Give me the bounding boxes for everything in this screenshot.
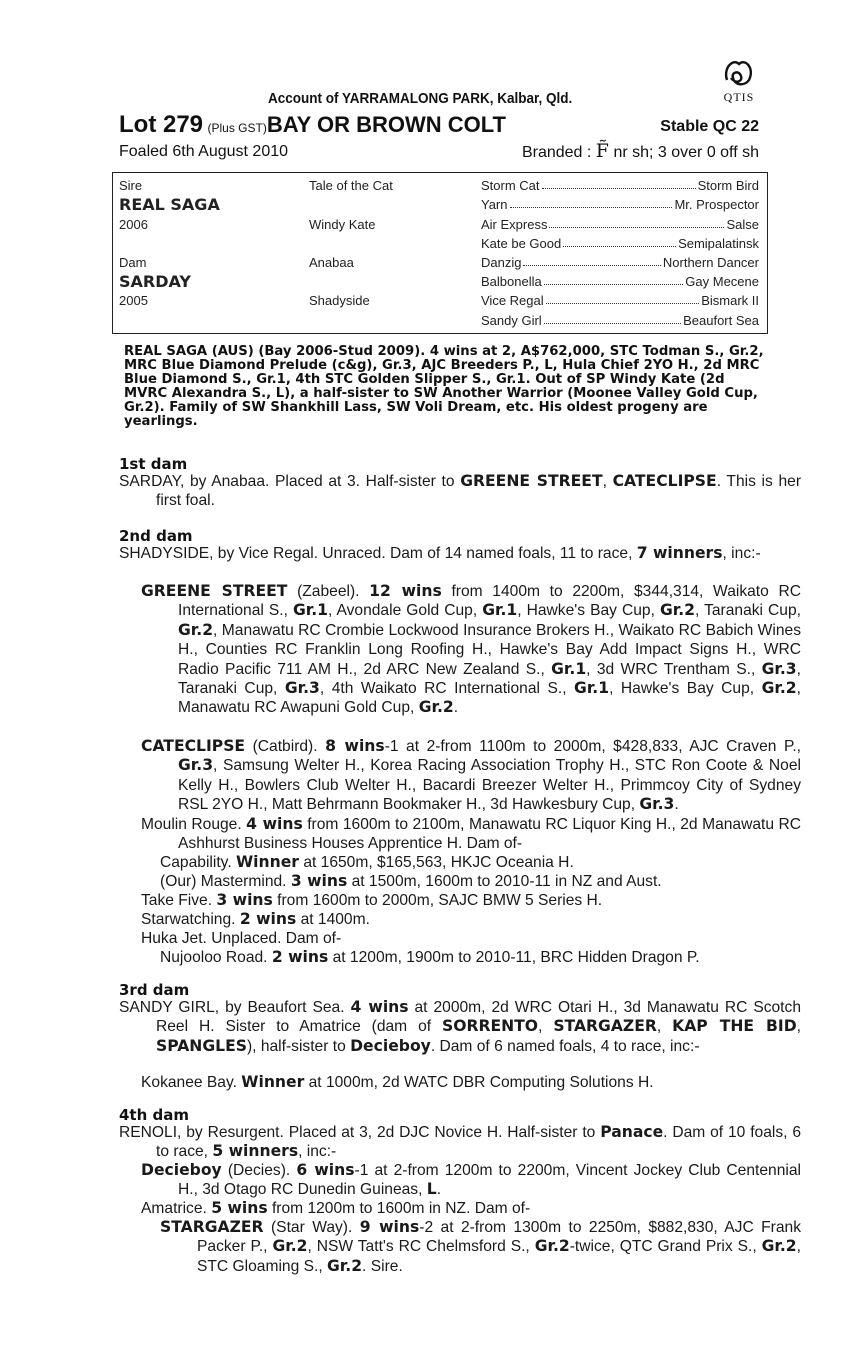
progeny-kokanee-bay: Kokanee Bay. Winner at 1000m, 2d WATC DBR Computing Solutions H. (141, 1073, 654, 1091)
progeny-capability: Capability. Winner at 1650m, $165,563, HKJC Oceania H. (160, 853, 574, 871)
foaled-date: Foaled 6th August 2010 (119, 143, 289, 160)
gst-note: (Plus GST) (207, 121, 267, 135)
lot-title-line (119, 111, 506, 139)
progeny-amatrice: Amatrice. 5 wins from 1200m to 1600m in NZ. Dam of- (141, 1199, 531, 1217)
progeny-starwatching: Starwatching. 2 wins at 1400m. (141, 910, 370, 928)
ggp-row (481, 274, 759, 289)
ggp-row (481, 293, 759, 308)
qtis-logo-icon (721, 54, 757, 90)
ggp-left: Storm Cat (481, 178, 540, 193)
ggp-left: Vice Regal (481, 293, 544, 308)
ggp-right: Semipalatinsk (678, 236, 759, 251)
ggp-right: Bismark II (701, 293, 759, 308)
progeny-decieboy: Decieboy (Decies). 6 wins-1 at 2-from 1200m to 2200m, Vincent Jockey Club Centennial H., 3d Otago RC Dunedin Guineas, L. (141, 1161, 801, 1199)
progeny-mastermind: (Our) Mastermind. 3 wins at 1500m, 1600m to 2010-11 in NZ and Aust. (160, 872, 662, 890)
first-dam-heading: 1st dam (119, 455, 188, 473)
ggp-right: Northern Dancer (662, 255, 759, 270)
second-dam-text: SHADYSIDE, by Vice Regal. Unraced. Dam of 14 named foals, 11 to race, 7 winners, inc:- (119, 544, 761, 562)
sire-year: 2006 (119, 217, 148, 232)
ggp-row (481, 178, 759, 193)
sire-summary: REAL SAGA (AUS) (Bay 2006-Stud 2009). 4 wins at 2, A$762,000, STC Todman S., Gr.2, MRC Blue Diamond Prelude (c&g), Gr.3, AJC Breeders P., L, Hula Chief 2YO H., 2d MRC Blue Diamond S., Gr.1, 4th STC Golden Slipper S., Gr.1. Out of SP Windy Kate (2d MVRC Alexandra S., L), a half-sister to SW Another Warrior (Moonee Valley Gold Cup, Gr.2). Family of SW Shankhill Lass, SW Voli Dream, etc. His oldest progeny are yearlings. (124, 344, 764, 429)
logo-text: QTIS (723, 90, 755, 104)
ggp-row (481, 313, 759, 328)
dam-year: 2005 (119, 293, 148, 308)
dam-sire: Anabaa (309, 255, 354, 270)
branded-label: Branded : (521, 144, 592, 161)
second-dam-heading: 2nd dam (119, 527, 193, 545)
dam-name: SARDAY (119, 272, 191, 291)
sire-name: REAL SAGA (119, 195, 220, 214)
progeny-stargazer: STARGAZER (Star Way). 9 wins-2 at 2-from 1300m to 2250m, $882,830, AJC Frank Packer P., Gr.2, NSW Tatt's RC Chelmsford S., Gr.2-twice, QTC Grand Prix S., Gr.2, STC Gloaming S., Gr.2. Sire. (160, 1218, 801, 1275)
fourth-dam-text: RENOLI, by Resurgent. Placed at 3, 2d DJC Novice H. Half-sister to Panace. Dam of 10 foals, 6 to race, 5 winners, inc:- (119, 1123, 801, 1161)
grandsire: Tale of the Cat (309, 178, 393, 193)
progeny-moulin-rouge: Moulin Rouge. 4 wins from 1600m to 2100m, Manawatu RC Liquor King H., 2d Manawatu RC Ashhurst Business Houses Apprentice H. Dam of- (141, 815, 802, 853)
ggp-left: Sandy Girl (481, 313, 542, 328)
pedigree-table (112, 172, 768, 334)
branded-info (522, 140, 759, 162)
progeny-greene-street: GREENE STREET (Zabeel). 12 wins from 1400m to 2200m, $344,314, Waikato RC International S., Gr.1, Avondale Gold Cup, Gr.1, Hawke's Bay Cup, Gr.2, Taranaki Cup, Gr.2, Manawatu RC Crombie Lockwood Insurance Brokers H., Waikato RC Babich Wines H., Counties RC Franklin Long Roofing H., Hawke's Bay Add Impact Signs H., WRC Radio Pacific 711 AM H., 2d ARC New Zealand S., Gr.1, 3d WRC Trentham S., Gr.3, Taranaki Cup, Gr.3, 4th Waikato RC International S., Gr.1, Hawke's Bay Cup, Gr.2, Manawatu RC Awapuni Gold Cup, Gr.2. (141, 582, 801, 717)
brand-mark: F̃ (595, 140, 609, 162)
progeny-nujooloo-road: Nujooloo Road. 2 wins at 1200m, 1900m to 2010-11, BRC Hidden Dragon P. (160, 948, 700, 966)
horse-description: BAY OR BROWN COLT (266, 112, 506, 137)
progeny-take-five: Take Five. 3 wins from 1600m to 2000m, SAJC BMW 5 Series H. (141, 891, 603, 909)
fourth-dam-heading: 4th dam (119, 1106, 189, 1124)
third-dam-heading: 3rd dam (119, 981, 190, 999)
dam-label: Dam (119, 255, 147, 270)
ggp-row (481, 197, 759, 212)
brand-description: nr sh; 3 over 0 off sh (613, 144, 759, 161)
ggp-row (481, 236, 759, 251)
progeny-cateclipse: CATECLIPSE (Catbird). 8 wins-1 at 2-from 1100m to 2000m, $428,833, AJC Craven P., Gr.3, Samsung Welter H., Korea Racing Association Trophy H., STC Ron Coote & Noel Kelly H., Bowlers Club Welter H., Bacardi Breezer Welter H., Primmcoy City of Sydney RSL 2YO H., Matt Behrmann Bookmaker H., 3d Hawkesbury Cup, Gr.3. (141, 737, 801, 814)
third-dam-text: SANDY GIRL, by Beaufort Sea. 4 wins at 2000m, 2d WRC Otari H., 3d Manawatu RC Scotch Reel H. Sister to Amatrice (dam of SORRENTO, STARGAZER, KAP THE BID, SPANGLES), half-sister to Decieboy. Dam of 6 named foals, 4 to race, inc:- (119, 998, 801, 1055)
ggp-left: Balbonella (481, 274, 542, 289)
sire-label: Sire (119, 178, 143, 193)
ggp-right: Gay Mecene (685, 274, 759, 289)
lot-number: Lot 279 (119, 111, 204, 138)
granddam: Windy Kate (309, 217, 376, 232)
stable-number: Stable QC 22 (660, 118, 759, 135)
progeny-huka-jet: Huka Jet. Unplaced. Dam of- (141, 930, 342, 947)
ggp-row (481, 217, 759, 232)
ggp-right: Salse (726, 217, 759, 232)
qtis-logo (717, 54, 761, 106)
ggp-row (481, 255, 759, 270)
ggp-right: Mr. Prospector (674, 197, 759, 212)
ggp-left: Yarn (481, 197, 508, 212)
first-dam-text: SARDAY, by Anabaa. Placed at 3. Half-sister to GREENE STREET, CATECLIPSE. This is her first foal. (119, 472, 802, 510)
ggp-left: Air Express (481, 217, 548, 232)
ggp-left: Danzig (481, 255, 522, 270)
dam-dam: Shadyside (309, 293, 370, 308)
ggp-right: Storm Bird (697, 178, 759, 193)
ggp-left: Kate be Good (481, 236, 562, 251)
vendor-account: Account of YARRAMALONG PARK, Kalbar, Qld. (268, 90, 573, 107)
ggp-right: Beaufort Sea (683, 313, 759, 328)
